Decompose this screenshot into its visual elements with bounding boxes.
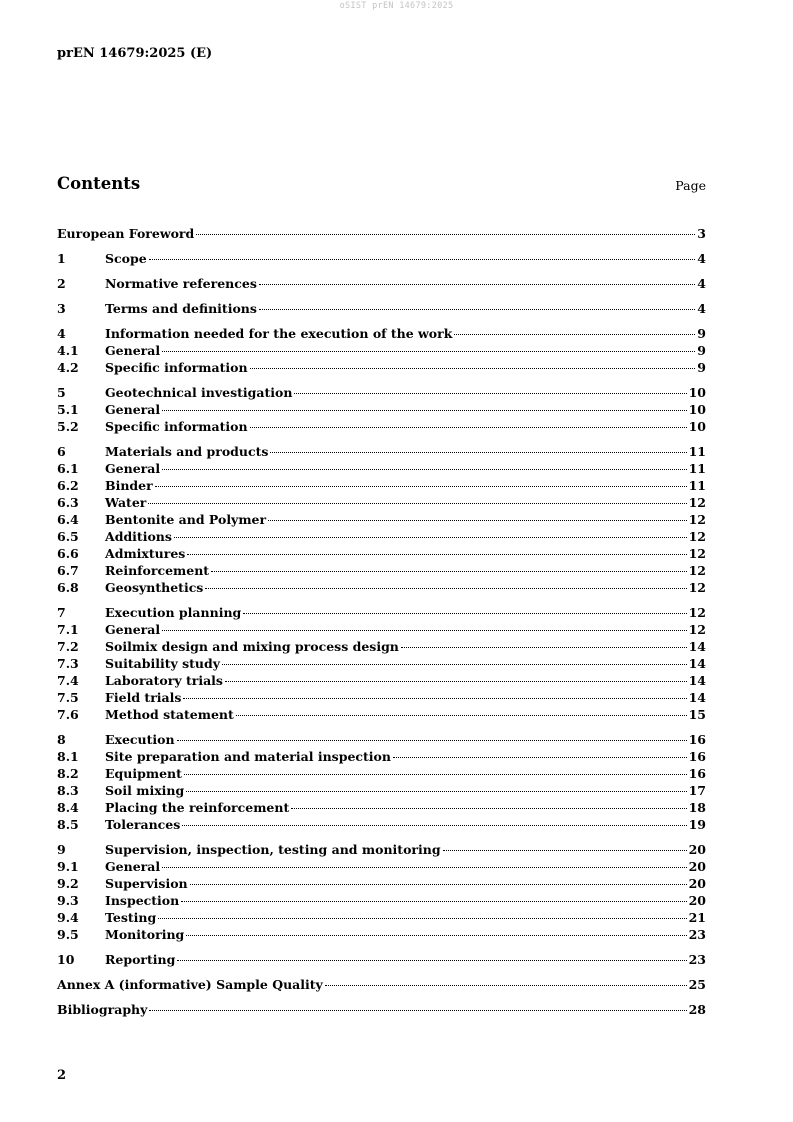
toc-entry-number: 2 — [57, 276, 66, 291]
toc-entry-number: 3 — [57, 301, 66, 316]
toc-entry-page: 11 — [688, 478, 706, 493]
page-column-label: Page — [675, 178, 706, 193]
document-id: prEN 14679:2025 (E) — [57, 46, 213, 61]
toc-entry-page: 19 — [688, 817, 706, 832]
toc-entry[interactable] — [57, 460, 706, 477]
toc-entry-title: Reinforcement — [105, 563, 210, 578]
toc-group — [57, 1001, 706, 1018]
toc-group — [57, 976, 706, 993]
toc-entry-number: 6.4 — [57, 512, 79, 527]
toc-entry-page: 14 — [688, 673, 706, 688]
toc-entry-title: General — [105, 859, 161, 874]
toc-entry-number: 8.1 — [57, 749, 79, 764]
toc-entry-number: 8.2 — [57, 766, 79, 781]
dot-leader — [186, 790, 686, 792]
toc-entry-title: Execution — [105, 732, 175, 747]
toc-entry-title: Admixtures — [105, 546, 186, 561]
dot-leader — [162, 468, 686, 470]
toc-entry[interactable] — [57, 951, 706, 968]
toc-entry-page: 9 — [697, 360, 706, 375]
toc-entry[interactable] — [57, 816, 706, 833]
dot-leader — [158, 917, 686, 919]
toc-entry[interactable] — [57, 384, 706, 401]
page-number: 2 — [57, 1068, 67, 1083]
toc-entry[interactable] — [57, 706, 706, 723]
dot-leader — [184, 773, 687, 775]
toc-entry-page: 14 — [688, 639, 706, 654]
toc-entry-title: Testing — [105, 910, 157, 925]
toc-entry-title: European Foreword — [57, 226, 195, 241]
toc-entry[interactable] — [57, 359, 706, 376]
dot-leader — [162, 629, 686, 631]
toc-entry-page: 4 — [697, 276, 706, 291]
toc-entry-number: 4 — [57, 326, 66, 341]
toc-entry-page: 15 — [688, 707, 706, 722]
toc-entry-title: Monitoring — [105, 927, 185, 942]
dot-leader — [186, 934, 686, 936]
watermark: oSIST prEN 14679:2025 — [339, 1, 454, 11]
toc-entry-number: 6.8 — [57, 580, 79, 595]
dot-leader — [393, 756, 687, 758]
toc-entry-title: General — [105, 343, 161, 358]
toc-entry[interactable] — [57, 342, 706, 359]
toc-entry[interactable] — [57, 443, 706, 460]
dot-leader — [259, 283, 695, 285]
toc-group — [57, 604, 706, 723]
dot-leader — [211, 570, 687, 572]
dot-leader — [443, 849, 687, 851]
toc-group — [57, 951, 706, 968]
dot-leader — [149, 1009, 686, 1011]
toc-entry-page: 12 — [688, 546, 706, 561]
toc-entry-title: Bentonite and Polymer — [105, 512, 267, 527]
dot-leader — [294, 392, 686, 394]
dot-leader — [325, 984, 687, 986]
toc-entry[interactable] — [57, 275, 706, 292]
toc-group — [57, 250, 706, 267]
toc-entry[interactable] — [57, 494, 706, 511]
dot-leader — [187, 553, 686, 555]
toc-entry-title: Tolerances — [105, 817, 181, 832]
toc-entry-title: Geosynthetics — [105, 580, 204, 595]
toc-entry-title: Geotechnical investigation — [105, 385, 293, 400]
toc-entry-title: Specific information — [105, 360, 248, 375]
dot-leader — [177, 959, 686, 961]
toc-entry-title: Bibliography — [57, 1002, 148, 1017]
dot-leader — [196, 233, 695, 235]
toc-entry[interactable] — [57, 875, 706, 892]
toc-entry-number: 7.3 — [57, 656, 79, 671]
toc-entry-number: 6 — [57, 444, 66, 459]
toc-entry-number: 8.4 — [57, 800, 79, 815]
toc-entry-title: Additions — [105, 529, 172, 544]
toc-entry-number: 5 — [57, 385, 66, 400]
toc-entry-page: 12 — [688, 495, 706, 510]
toc-entry-page: 9 — [697, 343, 706, 358]
toc-entry-page: 23 — [688, 927, 706, 942]
dot-leader — [401, 646, 687, 648]
toc-entry-page: 14 — [688, 690, 706, 705]
toc-entry-page: 18 — [688, 800, 706, 815]
toc-entry-title: Soilmix design and mixing process design — [105, 639, 399, 654]
toc-group — [57, 443, 706, 596]
toc-entry[interactable] — [57, 545, 706, 562]
toc-entry-number: 7.4 — [57, 673, 79, 688]
toc-entry-number: 9.4 — [57, 910, 79, 925]
toc-entry[interactable] — [57, 858, 706, 875]
toc-entry[interactable] — [57, 621, 706, 638]
dot-leader — [155, 485, 687, 487]
toc-entry-title: Inspection — [105, 893, 180, 908]
toc-entry-page: 10 — [688, 419, 706, 434]
toc-entry-number: 6.7 — [57, 563, 79, 578]
toc-entry[interactable] — [57, 782, 706, 799]
toc-entry-page: 14 — [688, 656, 706, 671]
toc-entry-page: 12 — [688, 580, 706, 595]
dot-leader — [190, 883, 687, 885]
toc-entry[interactable] — [57, 765, 706, 782]
toc-entry-number: 6.3 — [57, 495, 79, 510]
dot-leader — [205, 587, 686, 589]
toc-entry[interactable] — [57, 976, 706, 993]
toc-entry-page: 17 — [688, 783, 706, 798]
dot-leader — [243, 612, 686, 614]
toc-entry-number: 7.5 — [57, 690, 79, 705]
toc-entry-title: Materials and products — [105, 444, 269, 459]
toc-entry[interactable] — [57, 418, 706, 435]
toc-entry-number: 5.2 — [57, 419, 79, 434]
dot-leader — [291, 807, 686, 809]
toc-entry[interactable] — [57, 748, 706, 765]
toc-entry-title: Suitability study — [105, 656, 221, 671]
toc-group — [57, 384, 706, 435]
toc-entry-number: 9.1 — [57, 859, 79, 874]
toc-entry-title: General — [105, 461, 161, 476]
toc-entry[interactable] — [57, 1001, 706, 1018]
dot-leader — [270, 451, 686, 453]
contents-title: Contents — [57, 174, 141, 193]
toc-entry-page: 10 — [688, 385, 706, 400]
toc-entry-page: 4 — [697, 301, 706, 316]
toc-entry[interactable] — [57, 799, 706, 816]
toc-entry-page: 11 — [688, 461, 706, 476]
toc-entry-number: 7.6 — [57, 707, 79, 722]
toc-entry-title: Terms and definitions — [105, 301, 257, 316]
toc-entry-title: Annex A (informative) Sample Quality — [57, 977, 323, 992]
toc-entry[interactable] — [57, 562, 706, 579]
dot-leader — [250, 367, 696, 369]
toc-entry-title: Supervision, inspection, testing and monitoring — [105, 842, 441, 857]
toc-group — [57, 325, 706, 376]
toc-entry-page: 28 — [688, 1002, 706, 1017]
dot-leader — [181, 900, 686, 902]
toc-entry-page: 20 — [688, 876, 706, 891]
toc-entry-number: 6.1 — [57, 461, 79, 476]
toc-entry-page: 9 — [697, 326, 706, 341]
toc-group — [57, 731, 706, 833]
dot-leader — [162, 866, 686, 868]
dot-leader — [183, 697, 686, 699]
dot-leader — [182, 824, 686, 826]
toc-entry-page: 3 — [697, 226, 706, 241]
dot-leader — [149, 258, 696, 260]
toc-entry[interactable] — [57, 250, 706, 267]
toc-entry-page: 10 — [688, 402, 706, 417]
toc-entry[interactable] — [57, 579, 706, 596]
toc-entry-number: 9.3 — [57, 893, 79, 908]
toc-group — [57, 225, 706, 242]
toc-entry-title: Scope — [105, 251, 147, 266]
dot-leader — [268, 519, 687, 521]
toc-entry-title: Laboratory trials — [105, 673, 223, 688]
toc-entry-page: 12 — [688, 563, 706, 578]
dot-leader — [222, 663, 687, 665]
toc-entry-number: 6.5 — [57, 529, 79, 544]
toc-entry-page: 12 — [688, 529, 706, 544]
toc-entry-page: 25 — [688, 977, 706, 992]
toc-entry[interactable] — [57, 841, 706, 858]
toc-entry-number: 9.2 — [57, 876, 79, 891]
toc-group — [57, 300, 706, 317]
toc-entry[interactable] — [57, 528, 706, 545]
toc-entry-page: 12 — [688, 605, 706, 620]
toc-entry[interactable] — [57, 926, 706, 943]
toc-entry-title: Normative references — [105, 276, 257, 291]
toc-entry[interactable] — [57, 401, 706, 418]
dot-leader — [174, 536, 687, 538]
toc-entry-page: 4 — [697, 251, 706, 266]
toc-entry-number: 8 — [57, 732, 66, 747]
toc-entry-title: General — [105, 402, 161, 417]
toc-entry-title: Placing the reinforcement — [105, 800, 290, 815]
toc-entry-page: 21 — [688, 910, 706, 925]
toc-entry-page: 12 — [688, 512, 706, 527]
toc-entry-number: 6.6 — [57, 546, 79, 561]
toc-entry-title: Information needed for the execution of the work — [105, 326, 453, 341]
toc-entry-title: Reporting — [105, 952, 176, 967]
dot-leader — [225, 680, 687, 682]
toc-entry-title: Supervision — [105, 876, 188, 891]
toc-entry-number: 7 — [57, 605, 66, 620]
toc-entry-title: Method statement — [105, 707, 234, 722]
toc-entry-page: 16 — [688, 749, 706, 764]
toc-entry-title: Field trials — [105, 690, 182, 705]
toc-entry-number: 1 — [57, 251, 66, 266]
toc-group — [57, 275, 706, 292]
dot-leader — [177, 739, 687, 741]
toc-entry[interactable] — [57, 672, 706, 689]
toc-entry-page: 20 — [688, 859, 706, 874]
toc-entry[interactable] — [57, 731, 706, 748]
toc-entry[interactable] — [57, 689, 706, 706]
toc-entry[interactable] — [57, 909, 706, 926]
toc-entry-title: Execution planning — [105, 605, 242, 620]
toc-entry-number: 7.2 — [57, 639, 79, 654]
toc-entry[interactable] — [57, 477, 706, 494]
toc-entry-number: 10 — [57, 952, 75, 967]
toc-entry-number: 4.1 — [57, 343, 79, 358]
toc-entry-number: 8.5 — [57, 817, 79, 832]
toc-entry-page: 16 — [688, 766, 706, 781]
dot-leader — [454, 333, 695, 335]
toc-entry-title: Soil mixing — [105, 783, 185, 798]
toc-group — [57, 841, 706, 943]
table-of-contents — [57, 225, 706, 1026]
dot-leader — [259, 308, 695, 310]
toc-entry[interactable] — [57, 300, 706, 317]
toc-entry-number: 4.2 — [57, 360, 79, 375]
toc-entry[interactable] — [57, 892, 706, 909]
toc-entry-number: 5.1 — [57, 402, 79, 417]
toc-entry-title: General — [105, 622, 161, 637]
toc-entry-number: 8.3 — [57, 783, 79, 798]
toc-entry[interactable] — [57, 655, 706, 672]
toc-entry-title: Binder — [105, 478, 153, 493]
dot-leader — [236, 714, 687, 716]
toc-entry-page: 12 — [688, 622, 706, 637]
toc-entry-page: 16 — [688, 732, 706, 747]
dot-leader — [162, 409, 686, 411]
dot-leader — [250, 426, 687, 428]
toc-entry[interactable] — [57, 638, 706, 655]
toc-entry-title: Site preparation and material inspection — [105, 749, 391, 764]
toc-entry[interactable] — [57, 511, 706, 528]
toc-entry-page: 11 — [688, 444, 706, 459]
toc-entry[interactable] — [57, 604, 706, 621]
toc-entry[interactable] — [57, 225, 706, 242]
toc-entry-title: Specific information — [105, 419, 248, 434]
dot-leader — [148, 502, 686, 504]
toc-entry-title: Water — [105, 495, 147, 510]
toc-entry-number: 6.2 — [57, 478, 79, 493]
toc-entry-title: Equipment — [105, 766, 182, 781]
toc-entry-page: 23 — [688, 952, 706, 967]
toc-entry-number: 9 — [57, 842, 66, 857]
toc-entry-page: 20 — [688, 842, 706, 857]
toc-entry[interactable] — [57, 325, 706, 342]
toc-entry-page: 20 — [688, 893, 706, 908]
dot-leader — [162, 350, 695, 352]
toc-entry-number: 7.1 — [57, 622, 79, 637]
toc-entry-number: 9.5 — [57, 927, 79, 942]
